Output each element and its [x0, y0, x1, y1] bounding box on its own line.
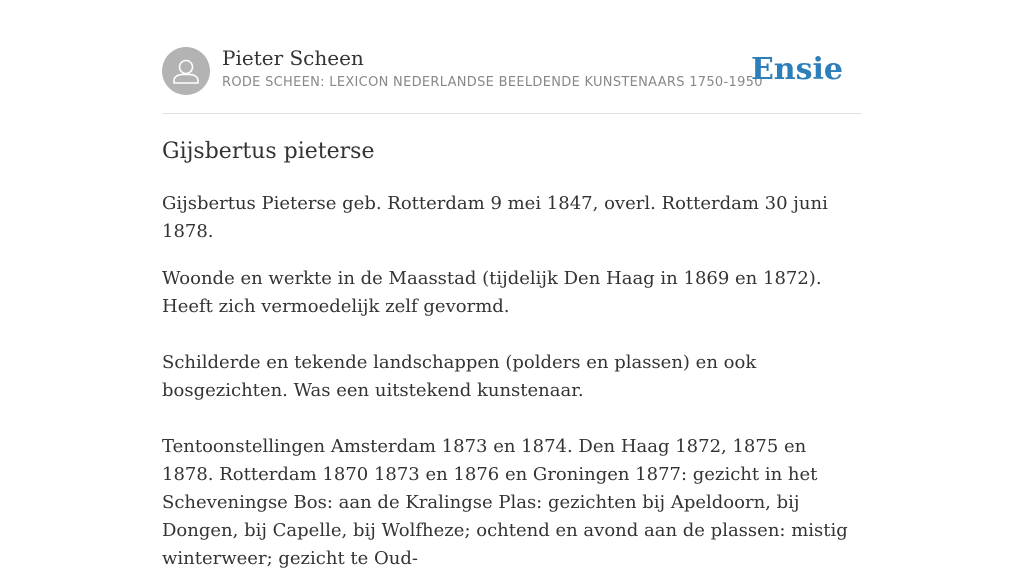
article-header [162, 46, 862, 96]
header-divider [162, 113, 862, 114]
article-title: Gijsbertus pieterse [162, 139, 375, 164]
user-silhouette-icon [162, 47, 210, 95]
article-lead: Gijsbertus Pieterse geb. Rotterdam 9 mei 1847, overl. Rotterdam 30 juni 1878. [162, 193, 828, 242]
author-name[interactable]: Pieter Scheen [222, 46, 364, 70]
avatar[interactable] [162, 47, 210, 95]
source-publication[interactable]: RODE SCHEEN: LEXICON NEDERLANDSE BEELDENDE KUNSTENAARS 1750-1950 [222, 75, 763, 90]
article-body [162, 190, 862, 573]
article-text: Woonde en werkte in de Maasstad (tijdelijk Den Haag in 1869 en 1872). Heeft zich vermoedelijk zelf gevormd. Schilderde en tekende landschappen (polders en plassen) en ook bosgezichten. Was een uitstekend kunstenaar. Tentoonstellingen Amsterdam 1873 en 1874. Den Haag 1872, 1875 en 1878. Rotterdam 1870 1873 en 1876 en Groningen 1877: gezicht in het Scheveningse Bos: aan de Kralingse Plas: gezichten bij Apeldoorn, bij Dongen, bij Capelle, bij Wolfheze; ochtend en avond aan de plassen: mistig winterweer; gezicht te Oud- [162, 268, 848, 569]
ensie-logo-link[interactable]: Ensie [750, 52, 843, 87]
